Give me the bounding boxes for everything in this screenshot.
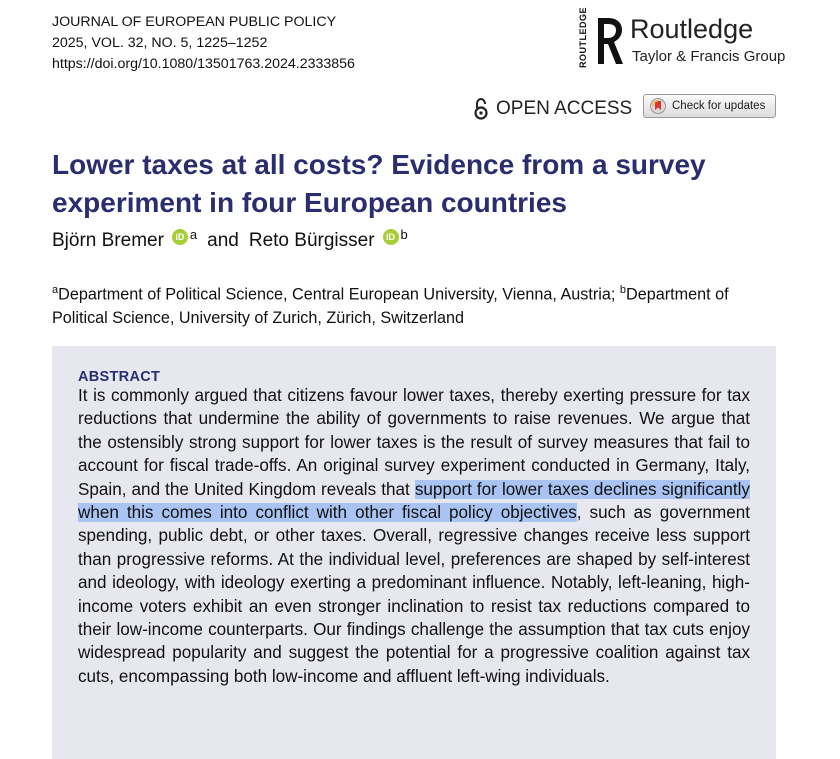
- abstract-heading: ABSTRACT: [78, 369, 161, 385]
- publisher-logo: [578, 6, 788, 72]
- check-for-updates-button[interactable]: [643, 94, 776, 118]
- author-list: [52, 226, 418, 252]
- publisher-subtitle: Taylor & Francis Group: [632, 48, 786, 65]
- author-name[interactable]: Björn Bremer: [52, 230, 164, 251]
- affiliation-mark: b: [619, 284, 626, 296]
- check-for-updates-label: Check for updates: [672, 100, 766, 112]
- orcid-icon[interactable]: iD: [383, 229, 399, 245]
- publisher-name: Routledge: [630, 14, 754, 44]
- journal-doi[interactable]: https://doi.org/10.1080/13501763.2024.2333856: [52, 56, 355, 72]
- abstract-highlighted-text[interactable]: support for lower taxes declines significantly when this comes into conflict with other fiscal policy objectives: [78, 479, 750, 523]
- journal-name: JOURNAL OF EUROPEAN PUBLIC POLICY: [52, 14, 337, 30]
- article-title: Lower taxes at all costs? Evidence from a survey experiment in four European countries: [52, 149, 706, 218]
- open-access-icon: [474, 98, 488, 120]
- routledge-vertical-label: ROUTLEDGE: [578, 6, 588, 68]
- journal-header: [52, 12, 355, 75]
- author-name[interactable]: Reto Bürgisser: [248, 230, 375, 251]
- affiliation-text: Department of Political Science, Central European University, Vienna, Austria;: [58, 285, 620, 304]
- orcid-icon[interactable]: iD: [172, 229, 188, 245]
- affiliations: [52, 278, 782, 330]
- crossmark-icon: [650, 98, 666, 114]
- affiliation-mark: a: [52, 284, 59, 296]
- abstract-text-part: , such as government spending, public debt, or other taxes. Overall, regressive changes receive less support than progressive reforms. At the individual level, preferences are shaped by self-interest and ideology, with ideology exerting a predominant influence. Notably, left-leaning, high-income voters exhibit an even stronger inclination to resist tax reductions compared to their low-income counterparts. Our findings challenge the assumption that tax cuts enjoy widespread popularity and suggest the potential for a progressive coalition against tax cuts, encompassing both low-income and affluent left-wing individuals.: [78, 503, 750, 686]
- affiliation-mark: a: [189, 226, 198, 242]
- routledge-r-icon: [594, 16, 624, 66]
- abstract-text: [78, 384, 750, 688]
- journal-volume: 2025, VOL. 32, NO. 5, 1225–1252: [52, 35, 268, 51]
- routledge-logo: [578, 6, 624, 70]
- affiliation-text: Department of Political Science, University of Zurich, Zürich, Switzerland: [52, 285, 729, 328]
- open-access-label: [474, 98, 632, 120]
- abstract-text-part: It is commonly argued that citizens favour lower taxes, thereby exerting pressure for tax reductions that undermine the ability of governments to raise revenues. We argue that the ostensibly strong support for lower taxes is the result of survey measures that fail to account for fiscal trade-offs. An original survey experiment conducted in Germany, Italy, Spain, and the United Kingdom reveals that: [78, 386, 750, 499]
- author-conjunction: and: [207, 230, 239, 251]
- affiliation-mark: b: [400, 226, 408, 242]
- open-access-text: OPEN ACCESS: [496, 98, 633, 119]
